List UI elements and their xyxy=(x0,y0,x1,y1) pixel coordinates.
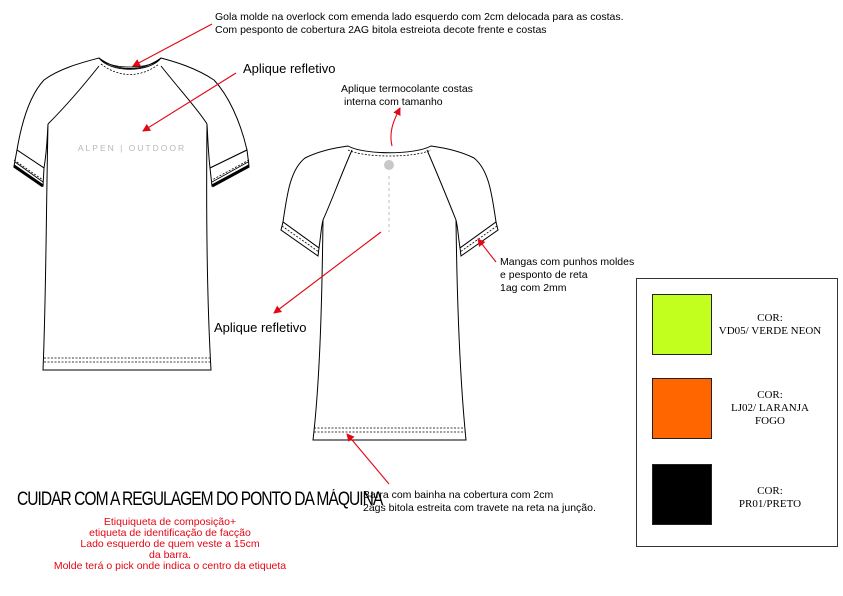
note-mangas-line3: 1ag com 2mm xyxy=(500,282,567,294)
swatch-laranja-fogo xyxy=(652,378,712,439)
warning-title: CUIDAR COM A REGULAGEM DO PONTO DA MÁQUINA xyxy=(17,489,383,510)
color-label-laranja-fogo-1: COR: xyxy=(757,389,783,401)
note-aplique-termo-line2: interna com tamanho xyxy=(344,96,443,108)
note-barra-line2: 2ags bitola estreita com travete na reta na junção. xyxy=(363,502,596,514)
warning-line-2: etiqueta de identificação de facção xyxy=(89,527,251,539)
front-logo-print: ALPEN | OUTDOOR xyxy=(77,143,187,153)
note-aplique-termo xyxy=(341,83,473,109)
back-label-dot xyxy=(384,160,394,170)
color-label-verde-neon xyxy=(712,312,828,338)
warning-notes xyxy=(0,517,340,572)
note-barra xyxy=(363,489,596,515)
note-gola xyxy=(215,11,624,37)
warning-line-3: Lado esquerdo de quem veste a 15cm xyxy=(80,538,260,550)
warning-line-4: da barra. xyxy=(148,549,192,561)
note-mangas xyxy=(500,256,634,295)
swatch-preto xyxy=(652,464,712,525)
warning-line-1: Etiquiqueta de composição+ xyxy=(103,516,237,528)
label-aplique-front: Aplique refletivo xyxy=(243,61,336,76)
note-mangas-line1: Mangas com punhos moldes xyxy=(500,256,635,268)
note-gola-line1: Gola molde na overlock com emenda lado esquerdo com 2cm delocada para as costas. xyxy=(215,11,624,23)
arrow-gola xyxy=(133,24,212,66)
color-label-preto-2: PR01/PRETO xyxy=(738,498,802,510)
note-barra-line1: Barra com bainha na cobertura com 2cm xyxy=(363,489,554,501)
color-label-laranja-fogo xyxy=(712,389,828,428)
note-mangas-line2: e pesponto de reta xyxy=(500,269,588,281)
arrow-mangas xyxy=(478,239,496,262)
color-label-verde-neon-2: VD05/ VERDE NEON xyxy=(718,325,822,337)
arrow-aplique-termo xyxy=(391,108,400,146)
color-label-laranja-fogo-2: LJ02/ LARANJA xyxy=(731,402,809,414)
label-aplique-back: Aplique refletivo xyxy=(214,320,307,335)
color-label-laranja-fogo-3: FOGO xyxy=(755,415,785,427)
color-label-preto-1: COR: xyxy=(757,485,783,497)
note-gola-line2: Com pesponto de cobertura 2AG bitola estreiota decote frente e costas xyxy=(215,24,547,36)
swatch-verde-neon xyxy=(652,294,712,355)
arrow-barra xyxy=(347,434,389,484)
color-label-preto xyxy=(712,485,828,511)
note-aplique-termo-line1: Aplique termocolante costas xyxy=(341,83,473,95)
warning-line-5: Molde terá o pick onde indica o centro da etiqueta xyxy=(53,560,287,572)
color-label-verde-neon-1: COR: xyxy=(757,312,783,324)
